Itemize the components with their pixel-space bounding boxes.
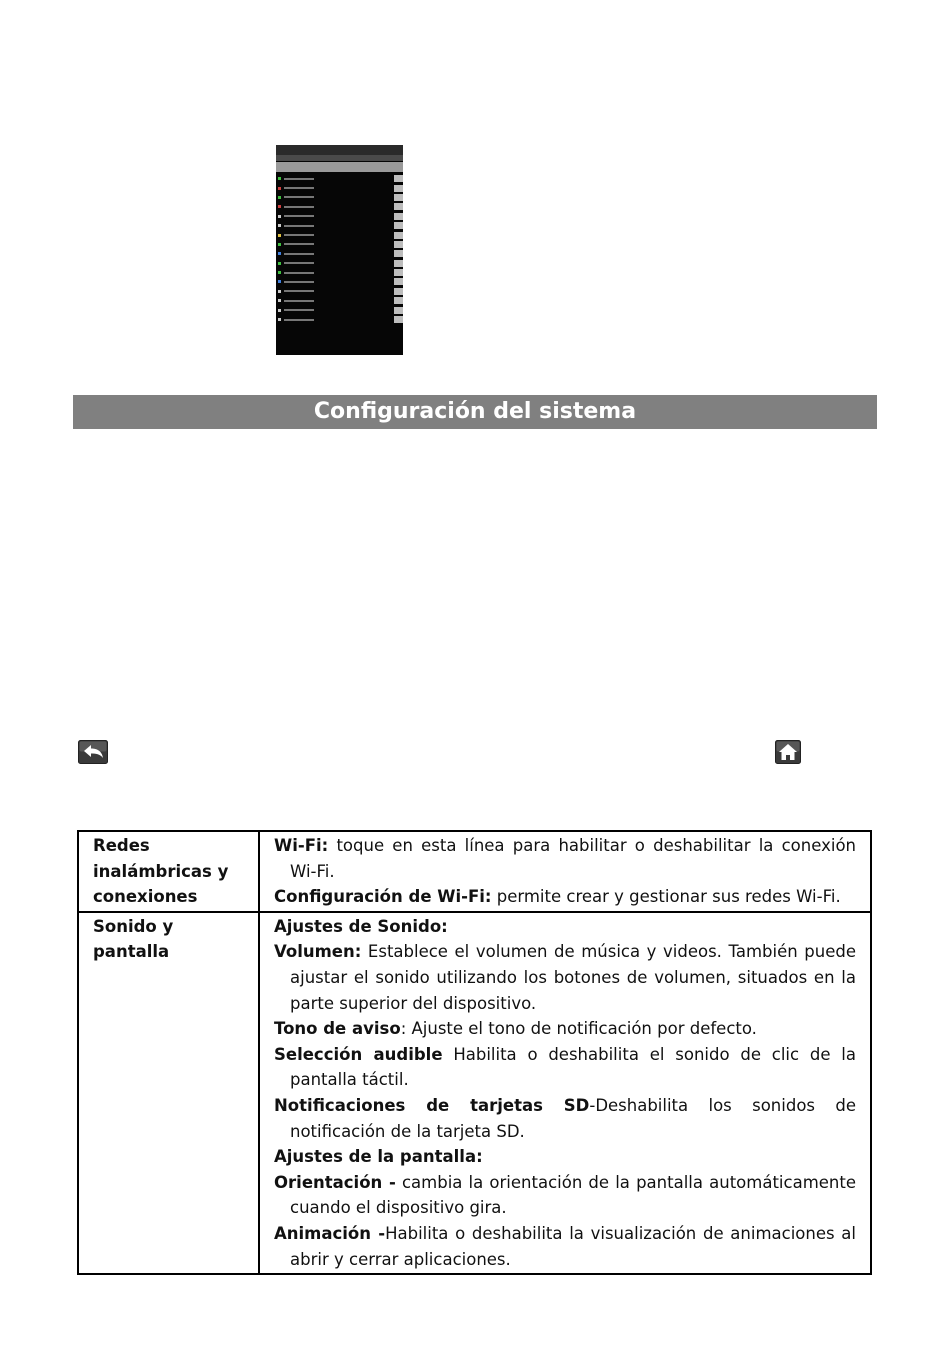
setting-icon — [278, 234, 281, 237]
back-arrow-icon[interactable] — [78, 740, 108, 764]
setting-icon — [278, 299, 281, 302]
setting-entry — [274, 1170, 856, 1221]
setting-icon — [278, 252, 281, 255]
category-cell: Sonido y pantalla — [78, 912, 259, 1274]
setting-label: Tono de aviso — [274, 1019, 401, 1039]
setting-icon — [278, 196, 281, 199]
setting-entry — [274, 914, 856, 940]
setting-icon — [278, 262, 281, 265]
setting-label: Configuración de Wi-Fi: — [274, 887, 492, 907]
checkbox-icon — [394, 278, 403, 285]
setting-label: Notificaciones de tarjetas SD — [274, 1095, 590, 1115]
setting-text-line — [284, 187, 314, 189]
setting-label: Wi-Fi: — [274, 836, 329, 855]
checkbox-icon — [394, 250, 403, 257]
checkbox-icon — [394, 241, 403, 248]
setting-description: Establece el volumen de música y videos. También puede ajustar el sonido utilizando los botones de volumen, situados en la parte superior del dispositivo. — [290, 942, 856, 1013]
setting-description: permite crear y gestionar sus redes Wi-Fi. — [491, 887, 841, 907]
phone-status-bar — [276, 145, 403, 155]
checkbox-icon — [394, 185, 403, 192]
setting-label: Ajustes de la pantalla: — [274, 1147, 483, 1167]
home-icon[interactable] — [775, 740, 801, 764]
setting-description: toque en esta línea para habilitar o deshabilitar la conexión Wi-Fi. — [290, 836, 856, 881]
setting-label: Selección audible — [274, 1044, 443, 1064]
description-cell — [259, 912, 871, 1274]
setting-entry — [274, 1016, 856, 1042]
setting-icon — [278, 318, 281, 321]
table-row — [78, 831, 871, 912]
phone-settings-row — [276, 212, 403, 221]
setting-text-line — [284, 300, 314, 302]
phone-settings-row — [276, 259, 403, 268]
checkbox-icon — [394, 307, 403, 314]
setting-entry — [274, 1144, 856, 1170]
setting-text-line — [284, 281, 314, 283]
phone-settings-row — [276, 202, 403, 211]
setting-text-line — [284, 290, 314, 292]
setting-icon — [278, 177, 281, 180]
setting-text-line — [284, 234, 314, 236]
phone-app-bar — [276, 155, 403, 161]
phone-settings-list — [276, 174, 403, 324]
setting-entry — [274, 1093, 856, 1144]
checkbox-icon — [394, 222, 403, 229]
setting-entry — [274, 939, 856, 1016]
setting-description: cambia la orientación de la pantalla automáticamente cuando el dispositivo gira. — [290, 1172, 856, 1218]
setting-text-line — [284, 225, 314, 227]
settings-table — [77, 830, 872, 1275]
checkbox-icon — [394, 175, 403, 182]
phone-settings-row — [276, 277, 403, 286]
setting-entry — [274, 833, 856, 884]
phone-settings-row — [276, 230, 403, 239]
setting-icon — [278, 271, 281, 274]
setting-description: Habilita o deshabilita el sonido de clic de la pantalla táctil. — [290, 1044, 856, 1090]
phone-settings-row — [276, 183, 403, 192]
description-cell — [259, 831, 871, 912]
setting-text-line — [284, 178, 314, 180]
phone-settings-row — [276, 287, 403, 296]
setting-description: -Deshabilita los sonidos de notificación de la tarjeta SD. — [290, 1095, 856, 1141]
setting-icon — [278, 280, 281, 283]
phone-settings-row — [276, 296, 403, 305]
setting-label: Ajustes de Sonido: — [274, 916, 448, 936]
setting-text-line — [284, 319, 314, 321]
checkbox-icon — [394, 213, 403, 220]
setting-description: : Ajuste el tono de notificación por defecto. — [400, 1019, 757, 1039]
setting-description: Habilita o deshabilita la visualización de animaciones al abrir y cerrar aplicaciones. — [290, 1223, 856, 1269]
phone-settings-row — [276, 174, 403, 183]
setting-text-line — [284, 253, 314, 255]
section-title: Configuración del sistema — [73, 395, 877, 429]
phone-settings-row — [276, 249, 403, 258]
setting-label: Animación - — [274, 1223, 386, 1243]
setting-icon — [278, 187, 281, 190]
settings-screenshot — [276, 145, 403, 355]
checkbox-icon — [394, 232, 403, 239]
setting-icon — [278, 224, 281, 227]
setting-entry — [274, 1042, 856, 1093]
setting-icon — [278, 309, 281, 312]
setting-text-line — [284, 262, 314, 264]
setting-text-line — [284, 215, 314, 217]
phone-settings-row — [276, 315, 403, 324]
setting-text-line — [284, 196, 314, 198]
setting-text-line — [284, 206, 314, 208]
phone-title-bar — [276, 162, 403, 172]
setting-icon — [278, 215, 281, 218]
setting-text-line — [284, 272, 314, 274]
setting-icon — [278, 205, 281, 208]
checkbox-icon — [394, 194, 403, 201]
category-cell: Redes inalámbricas y conexiones — [78, 831, 259, 912]
phone-settings-row — [276, 193, 403, 202]
setting-label: Volumen: — [274, 942, 362, 962]
checkbox-icon — [394, 269, 403, 276]
checkbox-icon — [394, 203, 403, 210]
setting-entry — [274, 1221, 856, 1272]
checkbox-icon — [394, 297, 403, 304]
checkbox-icon — [394, 260, 403, 267]
table-row — [78, 912, 871, 1274]
phone-settings-row — [276, 305, 403, 314]
setting-text-line — [284, 243, 314, 245]
setting-label: Orientación - — [274, 1172, 396, 1192]
setting-entry — [274, 884, 856, 910]
setting-icon — [278, 290, 281, 293]
setting-icon — [278, 243, 281, 246]
checkbox-icon — [394, 316, 403, 323]
phone-settings-row — [276, 221, 403, 230]
phone-settings-row — [276, 240, 403, 249]
checkbox-icon — [394, 288, 403, 295]
phone-settings-row — [276, 268, 403, 277]
setting-text-line — [284, 309, 314, 311]
